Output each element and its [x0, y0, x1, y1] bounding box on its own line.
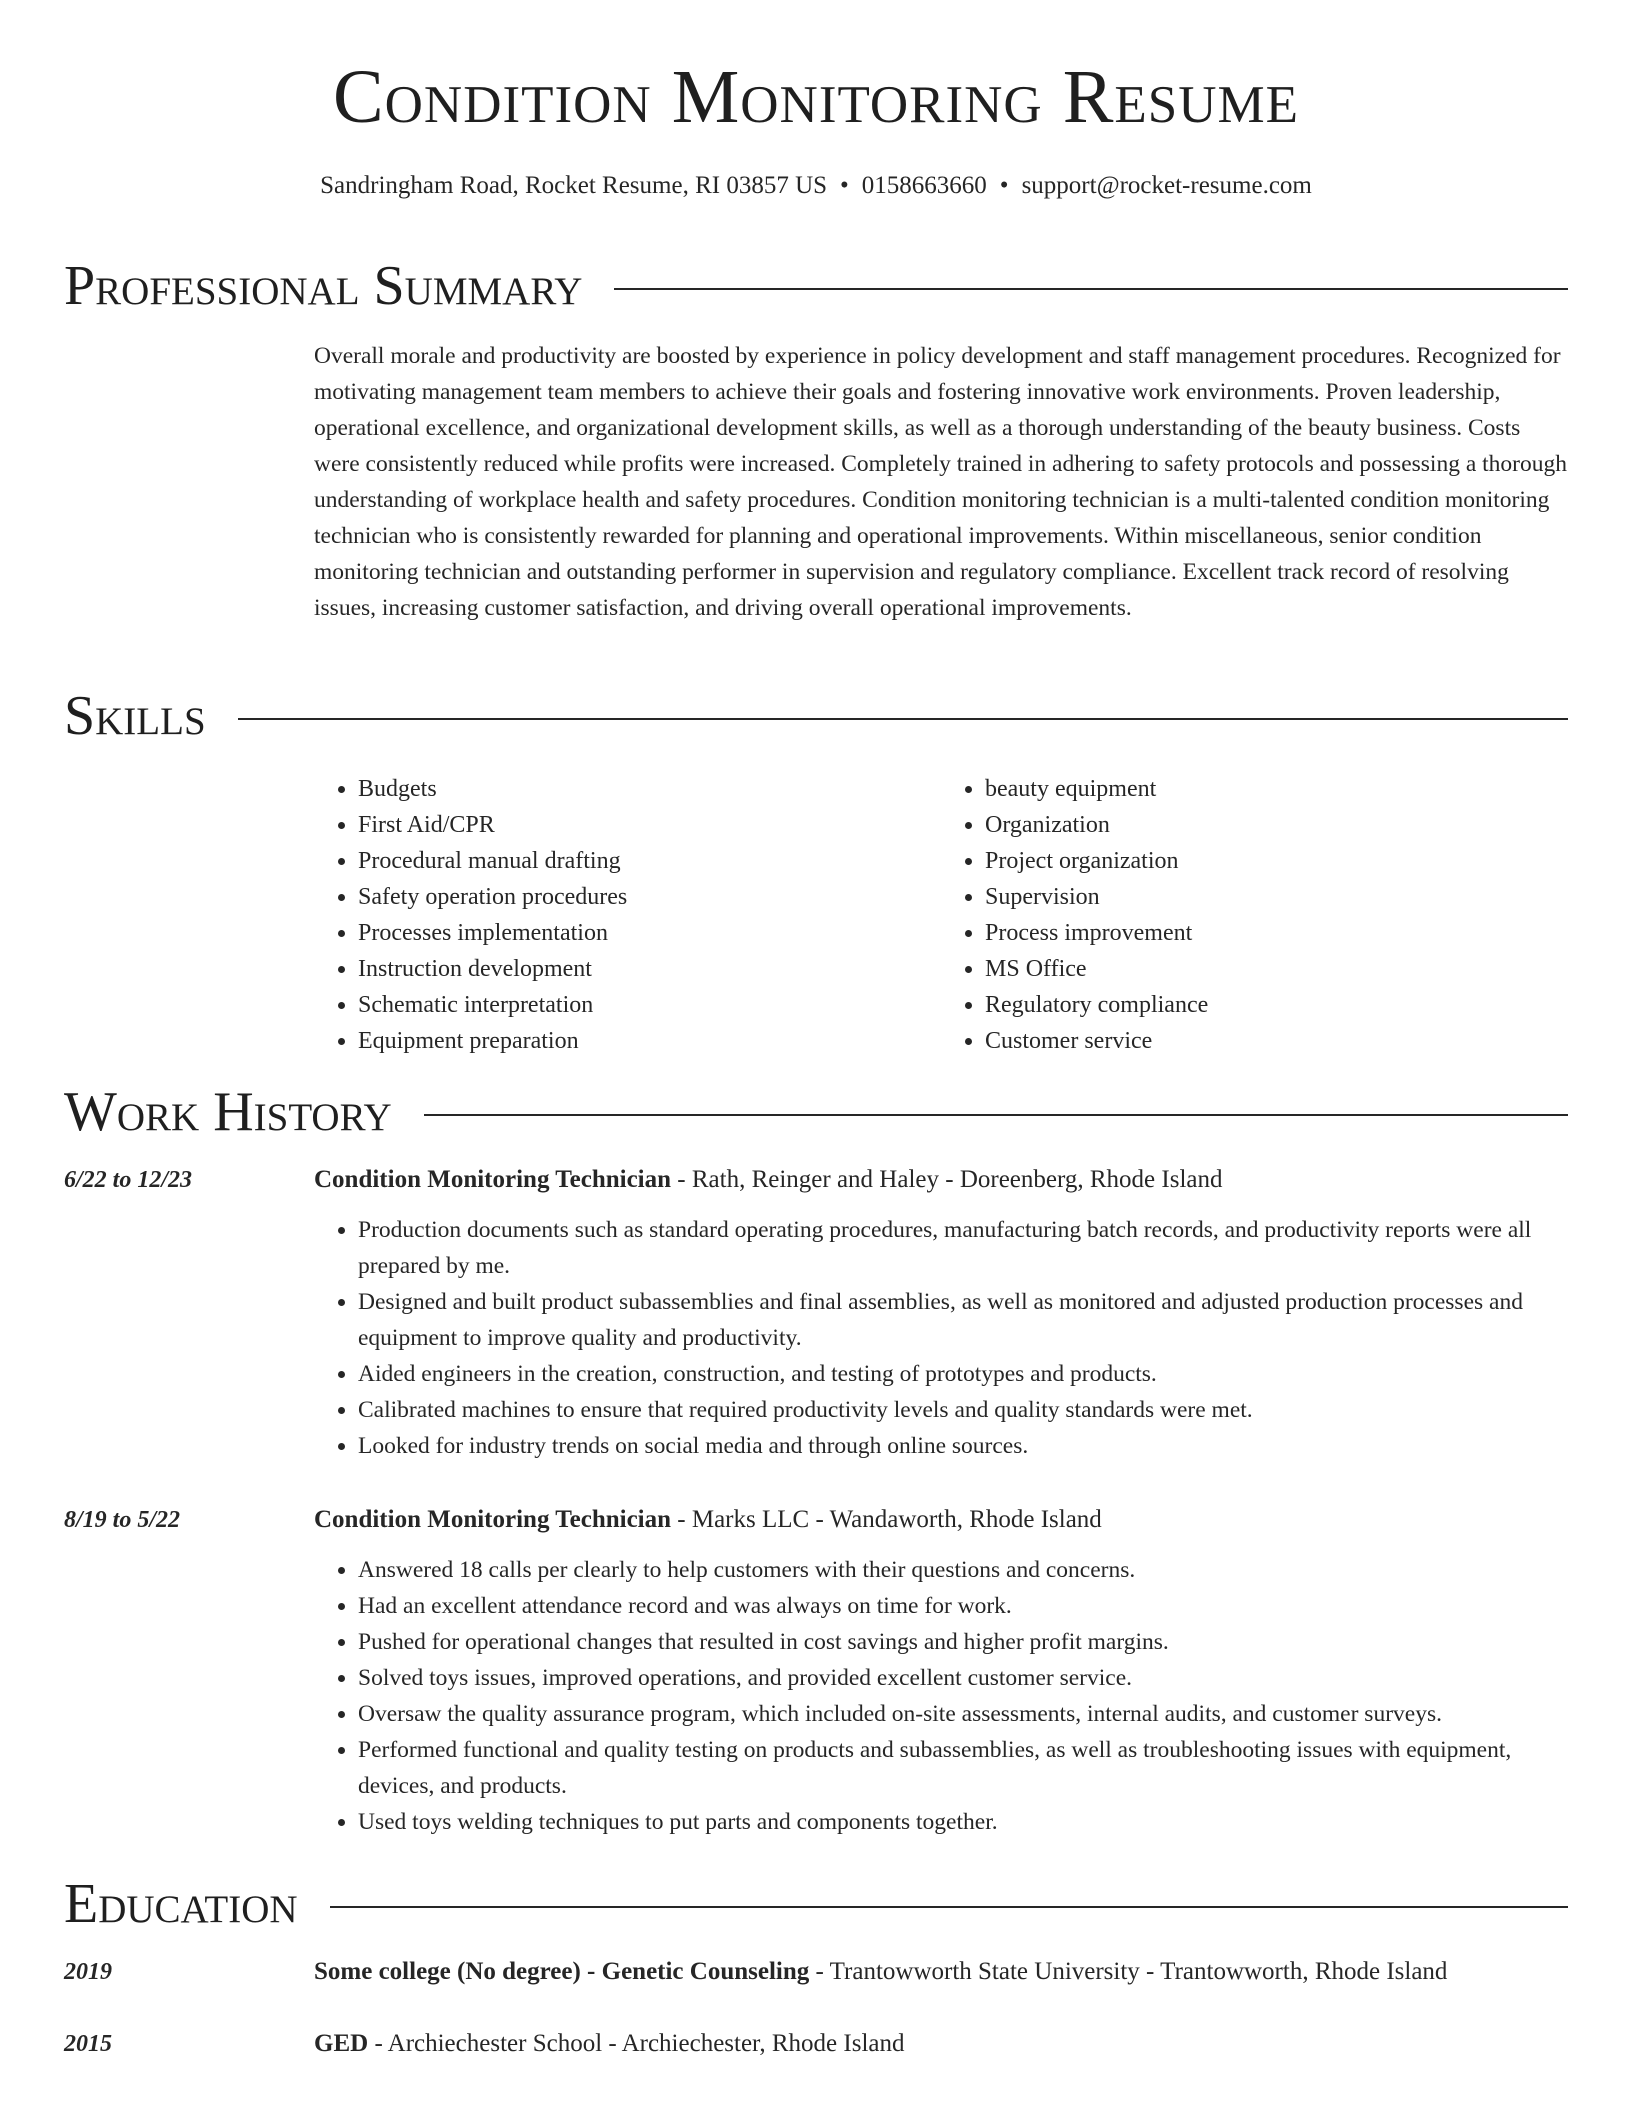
job-heading: [314, 1502, 1568, 1538]
skill-item: • Supervision: [985, 879, 1568, 915]
section-divider: [330, 1906, 1568, 1908]
job-title: Condition Monitoring Technician: [314, 1166, 672, 1193]
skill-item: • Organization: [985, 807, 1568, 843]
skill-item: • Project organization: [985, 843, 1568, 879]
job-bullet: • Performed functional and quality testing on products and subassemblies, as well as troubleshooting issues with equipment, devices, and products.: [358, 1732, 1568, 1804]
education-entry: [64, 2026, 1568, 2062]
job-bullet: • Used toys welding techniques to put parts and components together.: [358, 1804, 1568, 1840]
contact-email: support@rocket-resume.com: [1021, 172, 1312, 199]
skill-item: • MS Office: [985, 951, 1568, 987]
skill-item: • Budgets: [358, 771, 941, 807]
contact-address: Sandringham Road, Rocket Resume, RI 03857 US: [320, 172, 828, 199]
skill-item: • Equipment preparation: [358, 1023, 941, 1059]
skill-item: • Safety operation procedures: [358, 879, 941, 915]
skill-item: • First Aid/CPR: [358, 807, 941, 843]
skill-item: • Process improvement: [985, 915, 1568, 951]
section-education-title: Education: [64, 1873, 298, 1935]
section-work-title: Work History: [64, 1081, 392, 1143]
education-school: - Trantowworth State University - Trantowworth, Rhode Island: [809, 1958, 1448, 1985]
resume-title: Condition Monitoring Resume: [332, 55, 1300, 139]
skill-item: • Processes implementation: [358, 915, 941, 951]
job-bullet: • Calibrated machines to ensure that required productivity levels and quality standards were met.: [358, 1392, 1568, 1428]
skill-item: • Schematic interpretation: [358, 987, 941, 1023]
job-entry: [64, 1502, 1568, 1840]
job-dates: 6/22 to 12/23: [64, 1167, 193, 1193]
section-divider: [238, 718, 1568, 720]
job-bullets: [314, 1212, 1568, 1464]
job-company: - Marks LLC - Wandaworth, Rhode Island: [671, 1506, 1102, 1533]
contact-line: [0, 172, 1632, 200]
job-bullet: • Solved toys issues, improved operations, and provided excellent customer service.: [358, 1660, 1568, 1696]
skills-list: [314, 771, 1568, 1059]
job-bullet: • Production documents such as standard operating procedures, manufacturing batch records, and productivity reports were all prepared by me.: [358, 1212, 1568, 1284]
skills-column-right: [941, 771, 1568, 1059]
job-bullet: • Pushed for operational changes that resulted in cost savings and higher profit margins.: [358, 1624, 1568, 1660]
job-bullet: • Had an excellent attendance record and was always on time for work.: [358, 1588, 1568, 1624]
job-bullet: • Oversaw the quality assurance program, which included on-site assessments, internal audits, and customer surveys.: [358, 1696, 1568, 1732]
skill-item: • Regulatory compliance: [985, 987, 1568, 1023]
education-title: GED: [314, 2030, 369, 2057]
section-skills-title: Skills: [64, 685, 206, 747]
contact-separator: •: [999, 172, 1009, 199]
contact-separator: •: [840, 172, 849, 199]
job-bullet: • Looked for industry trends on social media and through online sources.: [358, 1428, 1568, 1464]
education-year: 2015: [64, 2031, 112, 2057]
education-year: 2019: [64, 1959, 112, 1985]
section-summary-header: [64, 254, 1568, 318]
skills-column-left: [314, 771, 941, 1059]
skill-item: • beauty equipment: [985, 771, 1568, 807]
education-entry: [64, 1954, 1568, 1990]
job-bullets: [314, 1552, 1568, 1840]
skill-item: • Instruction development: [358, 951, 941, 987]
section-education-header: [64, 1872, 1568, 1936]
section-work-header: [64, 1080, 1568, 1144]
education-heading: [314, 2026, 1568, 2062]
section-skills-header: [64, 684, 1568, 748]
job-heading: [314, 1162, 1568, 1198]
job-bullet: • Designed and built product subassemblies and final assemblies, as well as monitored and adjusted production processes and equipment to improve quality and productivity.: [358, 1284, 1568, 1356]
education-heading: [314, 1954, 1568, 1990]
summary-text: Overall morale and productivity are boosted by experience in policy development and staff management procedures. Recognized for motivating management team members to achieve their goals and fostering innovative work environments. Proven leadership, operational excellence, and organizational development skills, as well as a thorough understanding of the beauty business. Costs were consistently reduced while profits were increased. Completely trained in adhering to safety protocols and possessing a thorough understanding of workplace health and safety procedures. Condition monitoring technician is a multi-talented condition monitoring technician who is consistently rewarded for planning and operational improvements. Within miscellaneous, senior condition monitoring technician and outstanding performer in supervision and regulatory compliance. Excellent track record of resolving issues, increasing customer satisfaction, and driving overall operational improvements.: [314, 343, 1567, 621]
job-title: Condition Monitoring Technician: [314, 1506, 672, 1533]
section-divider: [424, 1114, 1568, 1116]
job-entry: [64, 1162, 1568, 1464]
job-bullet: • Answered 18 calls per clearly to help customers with their questions and concerns.: [358, 1552, 1568, 1588]
section-divider: [614, 288, 1568, 290]
job-dates: 8/19 to 5/22: [64, 1507, 181, 1533]
job-company: - Rath, Reinger and Haley - Doreenberg, Rhode Island: [671, 1166, 1223, 1193]
section-summary-title: Professional Summary: [64, 255, 583, 317]
contact-phone: 0158663660: [861, 172, 987, 199]
skill-item: • Customer service: [985, 1023, 1568, 1059]
education-title: Some college (No degree) - Genetic Counseling: [314, 1958, 810, 1985]
job-bullet: • Aided engineers in the creation, construction, and testing of prototypes and products.: [358, 1356, 1568, 1392]
skill-item: • Procedural manual drafting: [358, 843, 941, 879]
education-school: - Archiechester School - Archiechester, Rhode Island: [368, 2030, 905, 2057]
